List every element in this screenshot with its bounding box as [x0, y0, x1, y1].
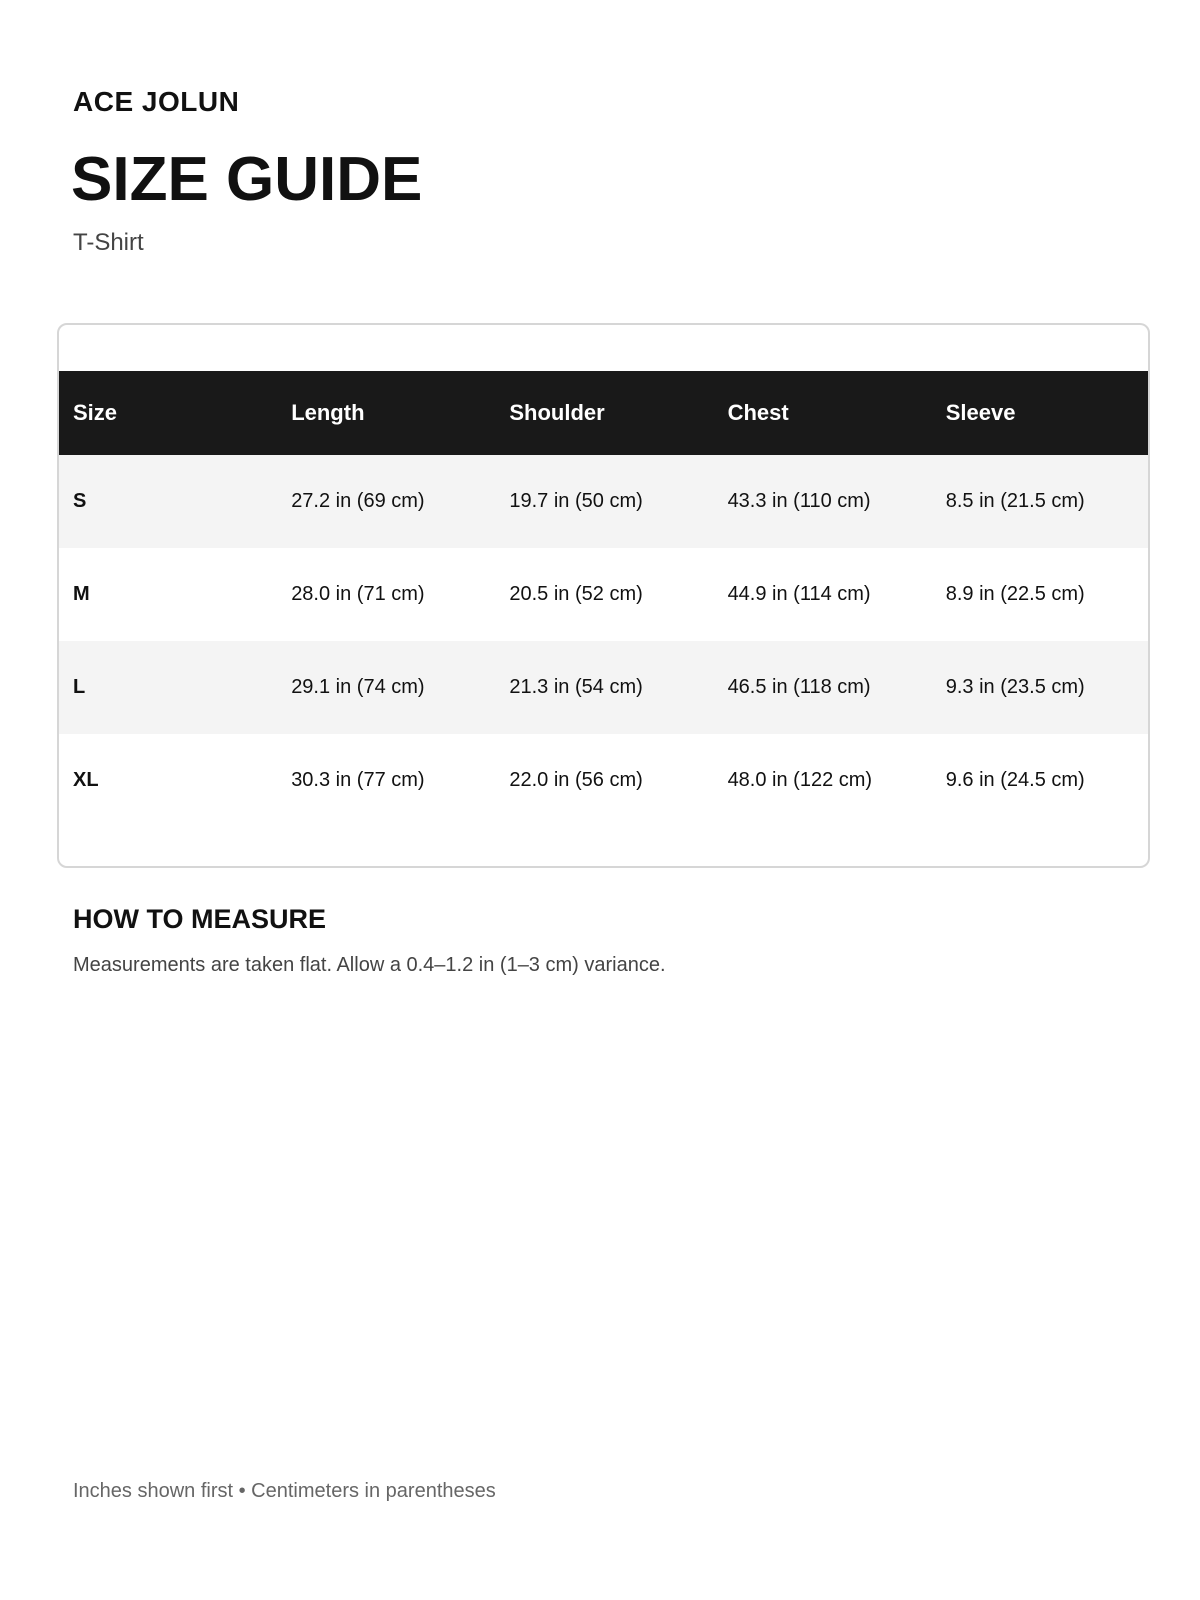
length-cell: 30.3 in (77 cm) [291, 769, 425, 791]
size-table-card [57, 323, 1150, 868]
length-cell: 28.0 in (71 cm) [291, 583, 425, 605]
sleeve-cell: 9.3 in (23.5 cm) [932, 641, 1150, 734]
shoulder-cell: 20.5 in (52 cm) [509, 583, 643, 605]
column-header-shoulder: Shoulder [495, 371, 713, 455]
chest-cell: 48.0 in (122 cm) [727, 769, 873, 791]
shoulder-cell: 22.0 in (56 cm) [509, 769, 643, 791]
shoulder-cell: 21.3 in (54 cm) [495, 641, 713, 734]
size-cell: XL [73, 769, 99, 791]
product-type: T-Shirt [73, 229, 144, 256]
shoulder-cell: 19.7 in (50 cm) [495, 455, 713, 548]
page-title: SIZE GUIDE [71, 145, 423, 214]
length-cell: 27.2 in (69 cm) [277, 455, 495, 548]
sleeve-cell: 8.5 in (21.5 cm) [932, 455, 1150, 548]
how-to-measure-heading: HOW TO MEASURE [73, 904, 327, 934]
size-cell: M [73, 583, 90, 605]
table-row [59, 734, 1150, 827]
table-row [59, 548, 1150, 641]
sleeve-cell: 8.9 in (22.5 cm) [945, 583, 1085, 605]
size-cell: L [59, 641, 277, 734]
chest-cell: 46.5 in (118 cm) [714, 641, 932, 734]
size-cell: S [59, 455, 277, 548]
how-to-measure-text: Measurements are taken flat. Allow a 0.4–1.2 in (1–3 cm) variance. [73, 954, 666, 976]
column-header-chest: Chest [714, 371, 932, 455]
length-cell: 29.1 in (74 cm) [277, 641, 495, 734]
units-footnote: Inches shown first • Centimeters in parentheses [73, 1480, 496, 1502]
chest-cell: 43.3 in (110 cm) [714, 455, 932, 548]
table-header-row [59, 371, 1150, 455]
chest-cell: 44.9 in (114 cm) [727, 583, 871, 605]
table-row [59, 641, 1150, 734]
column-header-sleeve: Sleeve [932, 371, 1150, 455]
table-row [59, 455, 1150, 548]
size-table [59, 371, 1150, 827]
column-header-length: Length [277, 371, 495, 455]
sleeve-cell: 9.6 in (24.5 cm) [945, 769, 1085, 791]
column-header-size: Size [59, 371, 277, 455]
brand-name: ACE JOLUN [73, 86, 240, 117]
